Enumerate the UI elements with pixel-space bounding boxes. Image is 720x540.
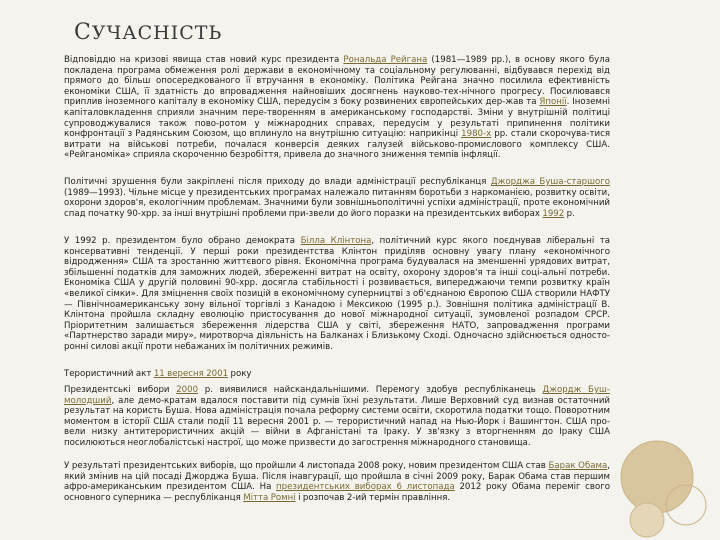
small-circle xyxy=(630,503,664,537)
paragraph xyxy=(64,461,610,503)
text-run: Терористичний акт xyxy=(64,369,154,379)
text-run: Відповіддю на кризові явища став новий курс президента xyxy=(64,55,344,65)
text-link[interactable]: Джорджа Буша-старшого xyxy=(490,177,610,187)
text-run: У 1992 р. президентом було обрано демократа xyxy=(64,236,301,246)
text-run: , який змінив на цій посаді Джорджа Буша. Після інавгурації, що пройшла в січні 2009 року, Барак Обама став першим афро-американським президентом США. На xyxy=(64,461,610,493)
page-title xyxy=(74,20,222,45)
text-link[interactable]: Білла Клінтона xyxy=(300,236,372,246)
text-run: (1981—1989 рр.), в основу якого була покладена програма обмеження ролі держави в економічному та соціальному регулюванні, відбувався перехід від прямого до більш опосередкованого її втручання в економіку. Політика Рейгана значно посилила ефективність економіки США, її здатність до впровадження найновіших досягнень науково-тех-нічного прогресу. Посилювався приплив іноземного капіталу в економіку США, передусім з боку розвинених європейських дер-жав та xyxy=(64,55,610,108)
text-run: р. виявилися найскандальнішими. Перемогу здобув республіканець xyxy=(198,385,543,395)
text-run: року xyxy=(228,369,252,379)
paragraph xyxy=(64,55,610,161)
text-link[interactable]: Рональда Рейгана xyxy=(343,55,428,65)
list-item xyxy=(44,461,610,503)
text-link[interactable]: Мітта Ромні xyxy=(243,492,296,503)
text-link[interactable]: 11 вересня 2001 xyxy=(153,369,229,379)
text-run: Президентські вибори xyxy=(64,385,177,395)
content-list xyxy=(44,55,610,503)
title-first-letter: С xyxy=(74,20,92,45)
text-run: (1989—1993). Чільне місце у президентських програмах належало питанням боротьби з наркоманією, розвитку освіти, охорони здоров'я, екологічним проблемам. Значними були зовнішньополітичні успіхи адміністрації, проте економічний спад початку 90-хрр. за інші внутрішні проблеми при-звели до його поразки на президентських виборах xyxy=(64,187,610,219)
text-link[interactable]: 1980-х xyxy=(461,129,492,140)
text-link[interactable]: президентських виборах 6 листопада xyxy=(276,482,455,493)
text-run: рр. стали скорочува-тися витрати на військові потреби, почалася конверсія деяких галузей військово-промислового комплексу США. «Рейганоміка» сприяла скороченню безробіття, привела до значного зниження темпів інфляції. xyxy=(64,129,610,161)
text-run: р. xyxy=(564,208,575,219)
text-link[interactable]: 2000 xyxy=(176,385,199,395)
paragraph xyxy=(64,369,610,380)
paragraph xyxy=(64,236,610,353)
list-item xyxy=(44,55,610,177)
text-run: , політичний курс якого поєднував ліберальні та консервативні тенденції. У перші роки президентства Клінтон приділяв основну увагу плану «економічного відродження» США та зростанню життєвого рівня. Економічна програма будувалася на зменшенні урядових витрат, збільшенні податків для заможних людей, збереженні витрат на освіту, охорону здоров'я та інші соці-альні потреби. Економіка США у другій половині 90-хрр. досягла стабільності і розвивається, випереджаючи темпи розвитку країн «великої сімки». Для зміцнення своїх позицій в економічному суперництві з об'єднаною Європою США створили НАФТУ — Північноамериканську зону вільної торгівлі з Канадою і Мексикою (1995 р.). Зовнішня політика адміністрації В. Клінтона пройшла складну еволюцію пристосування до нової міжнародної ситуації, зумовленої розпадом СРСР. Пріоритетним залишається збереження лідерства США у світі, збереження НАТО, запровадження програми «Партнерство заради миру», миротворча діяльність на Балканах і Близькому Сході. Одночасно здійснюється односто-ронні силові акції проти небажаних їм політичних режимів. xyxy=(64,236,611,352)
paragraph xyxy=(64,177,610,219)
text-run: 2012 року Обама переміг свого основного суперника — республіканця xyxy=(64,482,611,503)
text-run: У результаті президентських виборів, що пройшли 4 листопада 2008 року, новим президентом США став xyxy=(64,461,549,471)
title-rest: УЧАСНІСТЬ xyxy=(91,22,223,44)
text-run: . Іноземні капіталовкладення сприяли значним пере-творенням в американському господарстві. Зміни у внутрішній політиці супроводжувалися також пово-ротом у міжнародних справах, передусім у результаті припинення політики конфронтації з Радянським Союзом, що вплинуло на внутрішню ситуацію: наприкінці xyxy=(64,97,611,140)
text-run: і розпочав 2-ий термін правління. xyxy=(295,492,451,503)
text-run: , але демо-кратам вдалося поставити під сумнів їхні результати. Лише Верховний суд визнав остаточний результат на користь Буша. Нова адміністрація почала реформу системи освіти, скоротила податки тощо. Поворотним моментом в історії США стали події 11 вересня 2001 р. — терористичний напад на Нью-Йорк і Вашингтон. США про-вели низку антитерористичних акцій — війни в Афганістані та Іраку. У зв'язку з вторгненням до Іраку США посилюються неоглобалістські настрої, що може призвести до загострення міжнародного становища. xyxy=(64,395,610,448)
list-item xyxy=(44,236,610,369)
text-run: Політичні зрушення були закріплені після приходу до влади адміністрації республіканця xyxy=(64,177,491,187)
text-link[interactable]: Японії xyxy=(539,97,567,108)
text-link[interactable]: 1992 xyxy=(542,208,565,219)
list-item xyxy=(44,385,610,461)
list-item xyxy=(44,177,610,236)
paragraph xyxy=(64,385,610,449)
list-item xyxy=(44,369,610,385)
text-link[interactable]: Джордж Буш-молодший xyxy=(64,385,611,406)
large-circle xyxy=(621,441,693,513)
text-link[interactable]: Барак Обама xyxy=(548,461,608,471)
